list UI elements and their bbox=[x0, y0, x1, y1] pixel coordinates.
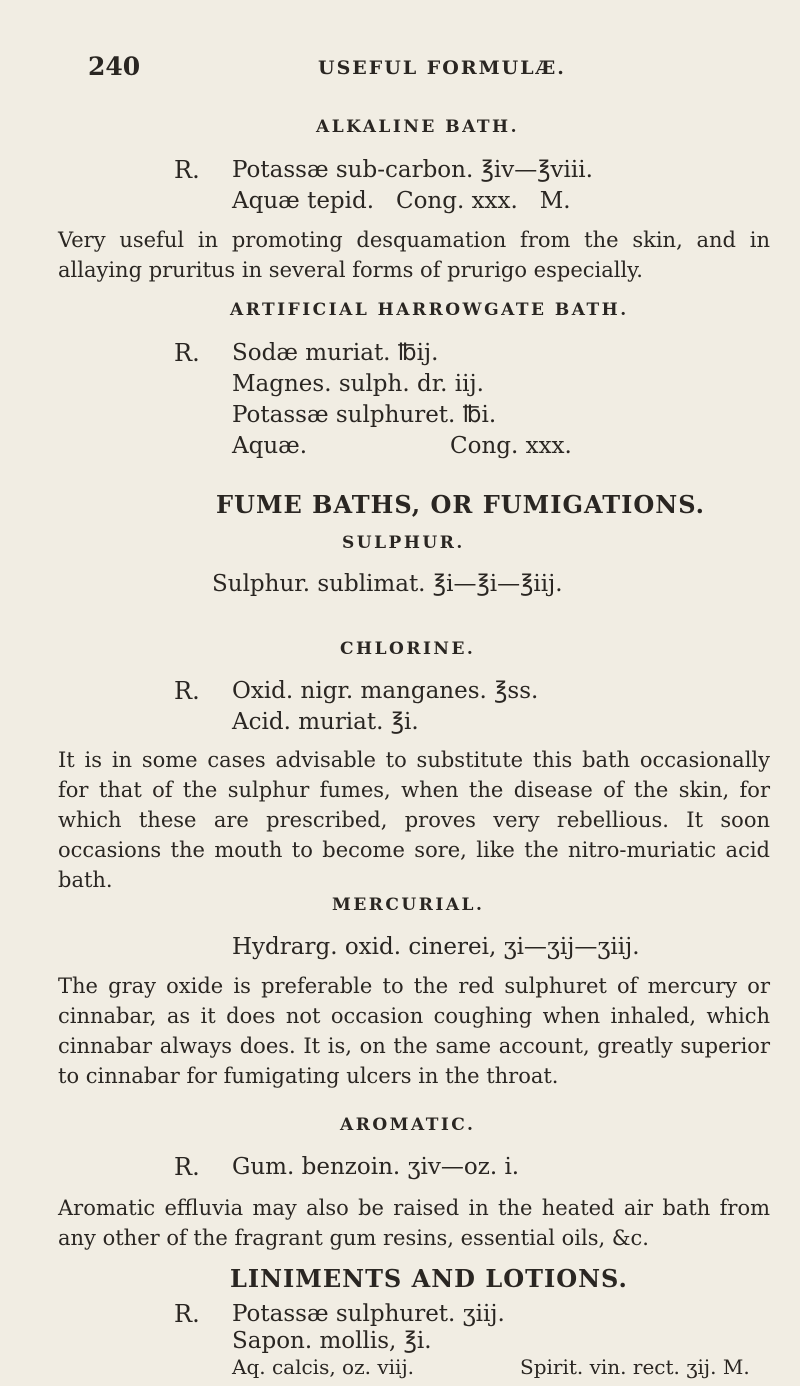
running-title: USEFUL FORMULÆ. bbox=[318, 57, 566, 79]
alkaline-ingredient-2: Aquæ tepid. Cong. xxx. M. bbox=[232, 188, 571, 214]
sulphur-heading: SULPHUR. bbox=[342, 533, 465, 553]
chlorine-ingredient-1: Oxid. nigr. manganes. ℥ss. bbox=[232, 678, 539, 704]
liniments-heading: LINIMENTS AND LOTIONS. bbox=[230, 1264, 628, 1293]
alkaline-ingredient-1: Potassæ sub-carbon. ℥iv—℥viii. bbox=[232, 157, 593, 183]
fume-baths-heading: FUME BATHS, OR FUMIGATIONS. bbox=[216, 490, 706, 519]
aromatic-ingredient-1: Gum. benzoin. ʒiv—oz. i. bbox=[232, 1154, 520, 1180]
alkaline-recipe-mark: R. bbox=[174, 156, 200, 184]
chlorine-heading: CHLORINE. bbox=[340, 639, 476, 659]
harrowgate-bath-heading: ARTIFICIAL HARROWGATE BATH. bbox=[230, 300, 629, 320]
liniments-ingredient-4: Spirit. vin. rect. ʒij. M. bbox=[520, 1355, 750, 1379]
alkaline-note: Very useful in promoting desquamation from the skin, and in allaying pruritus in several forms of prurigo especially. bbox=[58, 228, 770, 282]
liniments-recipe-mark: R. bbox=[174, 1300, 200, 1328]
harrowgate-ingredient-4: Aquæ. bbox=[232, 433, 308, 459]
chlorine-recipe-mark: R. bbox=[174, 677, 200, 705]
liniments-ingredient-2: Sapon. mollis, ℥i. bbox=[232, 1328, 432, 1354]
chlorine-ingredient-2: Acid. muriat. ℥i. bbox=[232, 709, 419, 735]
mercurial-formula: Hydrarg. oxid. cinerei, ʒi—ʒij—ʒiij. bbox=[232, 934, 640, 960]
liniments-ingredient-3: Aq. calcis, oz. viij. bbox=[232, 1355, 415, 1379]
harrowgate-ingredient-1: Sodæ muriat. ℔ij. bbox=[232, 340, 439, 366]
aromatic-heading: AROMATIC. bbox=[340, 1115, 476, 1135]
sulphur-formula: Sulphur. sublimat. ℥i—℥i—℥iij. bbox=[212, 571, 563, 597]
mercurial-note: The gray oxide is preferable to the red sulphuret of mercury or cinnabar, as it does not occasion coughing when inhaled, which cinnabar always does. It is, on the same account, greatly superior to cinnabar for fumigating ulcers in the throat. bbox=[58, 974, 770, 1088]
harrowgate-ingredient-4-measure: Cong. xxx. bbox=[450, 433, 572, 459]
chlorine-note: It is in some cases advisable to substitute this bath occasionally for that of the sulphur fumes, when the disease of the skin, for which these are prescribed, proves very rebellious. It soon occasions the mouth to become sore, like the nitro-muriatic acid bath. bbox=[58, 748, 770, 892]
page-number: 240 bbox=[88, 52, 141, 81]
mercurial-heading: MERCURIAL. bbox=[332, 895, 485, 915]
harrowgate-recipe-mark: R. bbox=[174, 339, 200, 367]
liniments-ingredient-1: Potassæ sulphuret. ʒiij. bbox=[232, 1301, 505, 1327]
harrowgate-ingredient-3: Potassæ sulphuret. ℔i. bbox=[232, 402, 497, 428]
aromatic-recipe-mark: R. bbox=[174, 1153, 200, 1181]
aromatic-note: Aromatic effluvia may also be raised in the heated air bath from any other of the fragrant gum resins, essential oils, &c. bbox=[58, 1196, 770, 1250]
harrowgate-ingredient-2: Magnes. sulph. dr. iij. bbox=[232, 371, 484, 397]
alkaline-bath-heading: ALKALINE BATH. bbox=[316, 117, 519, 137]
